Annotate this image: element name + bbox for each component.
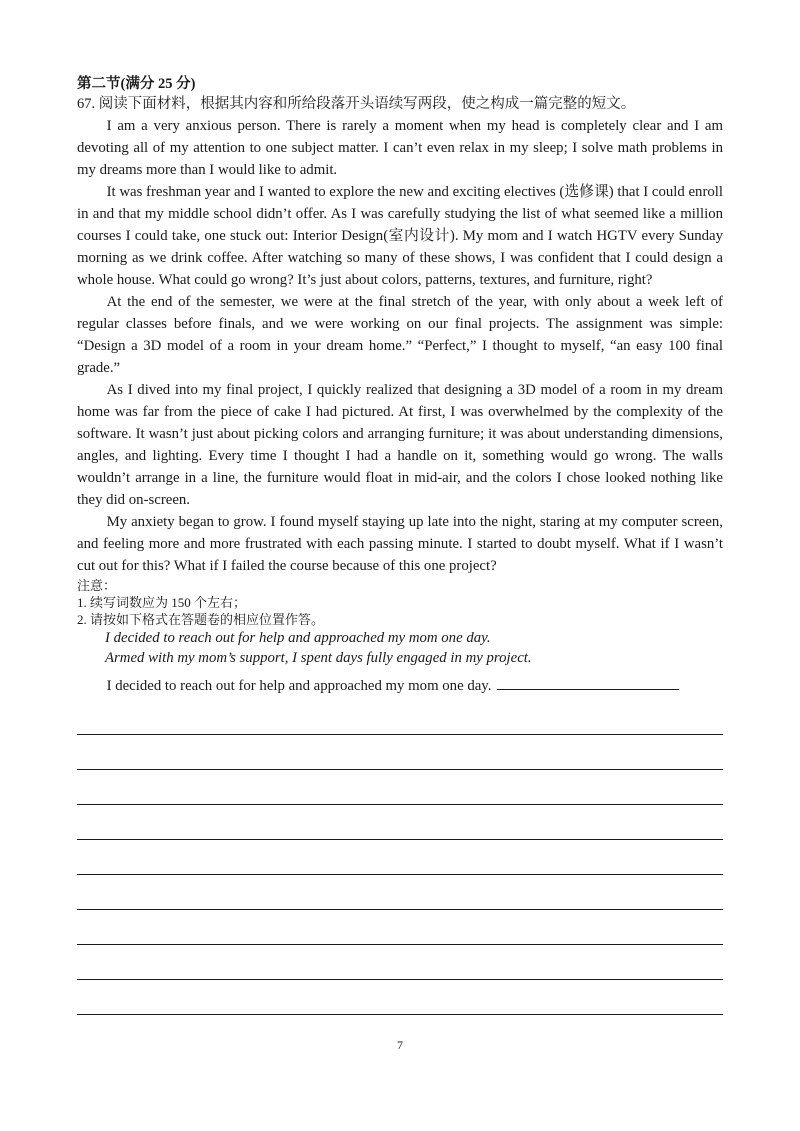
- page-number: 7: [397, 1038, 403, 1052]
- paragraph-prompts: [77, 628, 723, 668]
- answer-writing-line[interactable]: [77, 944, 723, 945]
- answer-start-sentence: I decided to reach out for help and approached my mom one day.: [106, 678, 492, 694]
- note-item: 1. 续写词数应为 150 个左右；: [77, 595, 247, 610]
- passage-paragraph: I am a very anxious person. There is rarely a moment when my head is completely clear and I am devoting all of my attention to one subject matter. I can’t even relax in my sleep; I solve math problems in my dreams more than I would like to admit.: [77, 118, 723, 178]
- reading-passage: [77, 115, 723, 577]
- answer-writing-line[interactable]: [77, 979, 723, 980]
- answer-writing-line[interactable]: [77, 874, 723, 875]
- answer-writing-line[interactable]: [77, 909, 723, 910]
- answer-start-line: [77, 675, 723, 697]
- notes-block: [77, 577, 723, 628]
- answer-writing-line[interactable]: [77, 734, 723, 735]
- passage-paragraph: As I dived into my final project, I quickly realized that designing a 3D model of a room in my dream home was far from the piece of cake I had pictured. At first, I was overwhelmed by the complexity of the software. It wasn’t just about picking colors and arranging furniture; it was about understanding dimensions, angles, and lighting. Every time I thought I had a handle on it, something would go wrong. The walls wouldn’t arrange in a line, the furniture would float in mid-air, and the colors I chose looked nothing like they did on-screen.: [77, 382, 723, 508]
- answer-inline-blank[interactable]: [497, 675, 679, 690]
- answer-writing-line[interactable]: [77, 804, 723, 805]
- passage-paragraph: My anxiety began to grow. I found myself staying up late into the night, staring at my computer screen, and feeling more and more frustrated with each passing minute. I started to doubt myself. What if I wasn’t cut out for this? What if I failed the course because of this one project?: [77, 514, 723, 574]
- note-item: 2. 请按如下格式在答题卷的相应位置作答。: [77, 612, 325, 627]
- section-title: 第二节(满分 25 分): [77, 76, 196, 92]
- paragraph-prompt: Armed with my mom’s support, I spent days fully engaged in my project.: [105, 650, 532, 666]
- answer-writing-line[interactable]: [77, 769, 723, 770]
- answer-writing-line[interactable]: [77, 1014, 723, 1015]
- question-instruction: 67. 阅读下面材料，根据其内容和所给段落开头语续写两段，使之构成一篇完整的短文。: [77, 96, 636, 112]
- passage-paragraph: It was freshman year and I wanted to explore the new and exciting electives (选修课) that I could enroll in and that my middle school didn’t offer. As I was carefully studying the list of what seemed like a million courses I could take, one stuck out: Interior Design(室内设计). My mom and I watch HGTV every Sunday morning as we drink coffee. After watching so many of these shows, I was confident that I could design a whole house. What could go wrong? It’s just about colors, patterns, textures, and furniture, right?: [77, 184, 723, 288]
- paragraph-prompt: I decided to reach out for help and approached my mom one day.: [105, 630, 491, 646]
- notes-heading: 注意：: [77, 578, 117, 593]
- exam-page: [77, 74, 723, 697]
- passage-paragraph: At the end of the semester, we were at the final stretch of the year, with only about a week left of regular classes before finals, and we were working on our final projects. The assignment was simple: “Design a 3D model of a room in your dream home.” “Perfect,” I thought to myself, “an easy 100 final grade.”: [77, 294, 723, 376]
- answer-writing-line[interactable]: [77, 839, 723, 840]
